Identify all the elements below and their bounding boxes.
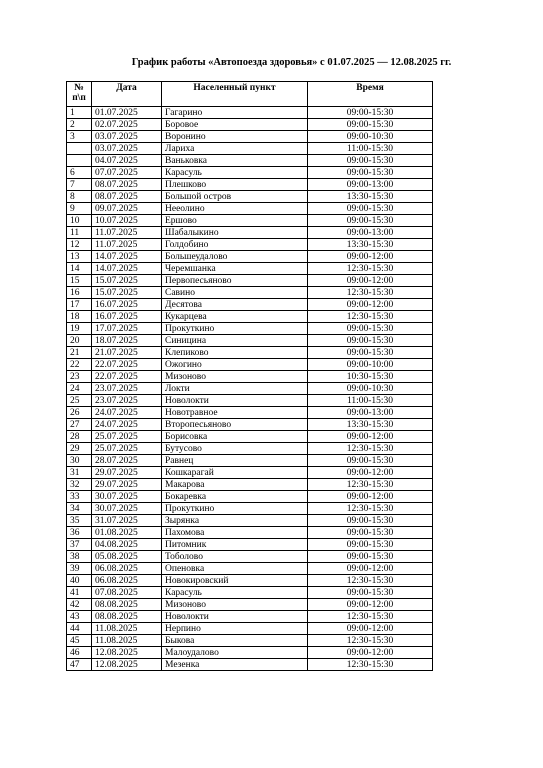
table-row (67, 143, 433, 155)
row-date-cell: 03.07.2025 (92, 143, 162, 155)
row-date-cell: 29.07.2025 (92, 479, 162, 491)
header-time: Время (308, 82, 433, 107)
row-number-cell: 29 (67, 443, 92, 455)
row-number-cell: 3 (67, 131, 92, 143)
table-row (67, 551, 433, 563)
table-row (67, 167, 433, 179)
row-place-cell: Черемшанка (162, 263, 308, 275)
row-date-cell: 07.07.2025 (92, 167, 162, 179)
table-row (67, 611, 433, 623)
row-number-cell: 17 (67, 299, 92, 311)
row-time-cell: 09:00-12:00 (308, 599, 433, 611)
row-place-cell: Новокировский (162, 575, 308, 587)
row-time-cell: 09:00-13:00 (308, 179, 433, 191)
row-place-cell: Прокуткино (162, 503, 308, 515)
table-row (67, 347, 433, 359)
table-row (67, 299, 433, 311)
row-place-cell: Клепиково (162, 347, 308, 359)
table-row (67, 203, 433, 215)
row-time-cell: 09:00-15:30 (308, 155, 433, 167)
row-place-cell: Второпесьяново (162, 419, 308, 431)
row-number-cell: 45 (67, 635, 92, 647)
row-place-cell: Большой остров (162, 191, 308, 203)
row-date-cell: 30.07.2025 (92, 491, 162, 503)
row-time-cell: 09:00-15:30 (308, 347, 433, 359)
row-date-cell: 07.08.2025 (92, 587, 162, 599)
row-place-cell: Малоудалово (162, 647, 308, 659)
row-number-cell: 46 (67, 647, 92, 659)
table-row (67, 479, 433, 491)
row-place-cell: Голдобино (162, 239, 308, 251)
row-date-cell: 16.07.2025 (92, 299, 162, 311)
table-row (67, 515, 433, 527)
row-place-cell: Зырянка (162, 515, 308, 527)
row-number-cell (67, 155, 92, 167)
row-time-cell: 12:30-15:30 (308, 575, 433, 587)
row-date-cell: 01.08.2025 (92, 527, 162, 539)
row-time-cell: 12:30-15:30 (308, 263, 433, 275)
row-date-cell: 22.07.2025 (92, 371, 162, 383)
row-time-cell: 09:00-15:30 (308, 215, 433, 227)
table-row (67, 371, 433, 383)
row-date-cell: 14.07.2025 (92, 251, 162, 263)
row-place-cell: Локти (162, 383, 308, 395)
row-time-cell: 12:30-15:30 (308, 479, 433, 491)
row-time-cell: 09:00-12:00 (308, 623, 433, 635)
row-place-cell: Синицина (162, 335, 308, 347)
row-place-cell: Карасуль (162, 167, 308, 179)
table-row (67, 119, 433, 131)
row-date-cell: 17.07.2025 (92, 323, 162, 335)
table-row (67, 443, 433, 455)
header-date: Дата (92, 82, 162, 107)
row-place-cell: Бутусово (162, 443, 308, 455)
row-time-cell: 09:00-15:30 (308, 107, 433, 119)
row-time-cell: 13:30-15:30 (308, 239, 433, 251)
table-row (67, 539, 433, 551)
row-number-cell: 39 (67, 563, 92, 575)
row-number-cell: 22 (67, 359, 92, 371)
header-number-line1: № (74, 83, 84, 93)
row-date-cell: 01.07.2025 (92, 107, 162, 119)
row-number-cell: 40 (67, 575, 92, 587)
row-place-cell: Макарова (162, 479, 308, 491)
row-place-cell: Ершово (162, 215, 308, 227)
row-date-cell: 16.07.2025 (92, 311, 162, 323)
table-row (67, 407, 433, 419)
table-row (67, 227, 433, 239)
row-date-cell: 06.08.2025 (92, 563, 162, 575)
table-row (67, 275, 433, 287)
row-number-cell: 41 (67, 587, 92, 599)
row-date-cell: 08.07.2025 (92, 179, 162, 191)
row-time-cell: 12:30-15:30 (308, 311, 433, 323)
header-row (67, 82, 433, 107)
row-number-cell: 32 (67, 479, 92, 491)
row-place-cell: Первопесьяново (162, 275, 308, 287)
row-time-cell: 09:00-10:00 (308, 359, 433, 371)
table-row (67, 503, 433, 515)
row-date-cell: 21.07.2025 (92, 347, 162, 359)
row-number-cell: 12 (67, 239, 92, 251)
row-date-cell: 02.07.2025 (92, 119, 162, 131)
row-time-cell: 12:30-15:30 (308, 659, 433, 671)
row-number-cell: 2 (67, 119, 92, 131)
table-row (67, 575, 433, 587)
row-date-cell: 10.07.2025 (92, 215, 162, 227)
schedule-table-header (67, 82, 433, 107)
row-place-cell: Питомник (162, 539, 308, 551)
schedule-table (66, 81, 433, 671)
row-time-cell: 12:30-15:30 (308, 611, 433, 623)
row-place-cell: Кошкарагай (162, 467, 308, 479)
row-place-cell: Плешково (162, 179, 308, 191)
row-place-cell: Бокаревка (162, 491, 308, 503)
row-date-cell: 14.07.2025 (92, 263, 162, 275)
row-place-cell: Ваньковка (162, 155, 308, 167)
row-date-cell: 15.07.2025 (92, 287, 162, 299)
table-row (67, 179, 433, 191)
row-date-cell: 25.07.2025 (92, 431, 162, 443)
table-row (67, 467, 433, 479)
header-number (67, 82, 92, 107)
row-place-cell: Опеновка (162, 563, 308, 575)
table-row (67, 419, 433, 431)
row-date-cell: 11.08.2025 (92, 635, 162, 647)
row-time-cell: 10:30-15:30 (308, 371, 433, 383)
row-number-cell: 31 (67, 467, 92, 479)
row-place-cell: Гагарино (162, 107, 308, 119)
row-date-cell: 11.08.2025 (92, 623, 162, 635)
row-date-cell: 31.07.2025 (92, 515, 162, 527)
document-title: График работы «Автопоезда здоровья» с 01.07.2025 — 12.08.2025 гг. (131, 57, 452, 68)
row-place-cell: Новотравное (162, 407, 308, 419)
table-row (67, 287, 433, 299)
row-number-cell: 7 (67, 179, 92, 191)
row-date-cell: 30.07.2025 (92, 503, 162, 515)
row-place-cell: Ожогино (162, 359, 308, 371)
table-row (67, 635, 433, 647)
row-number-cell: 25 (67, 395, 92, 407)
table-row (67, 599, 433, 611)
row-time-cell: 09:00-13:00 (308, 227, 433, 239)
row-date-cell: 22.07.2025 (92, 359, 162, 371)
row-time-cell: 09:00-12:00 (308, 647, 433, 659)
row-place-cell: Карасуль (162, 587, 308, 599)
row-date-cell: 23.07.2025 (92, 395, 162, 407)
row-number-cell: 44 (67, 623, 92, 635)
row-number-cell: 26 (67, 407, 92, 419)
row-number-cell: 21 (67, 347, 92, 359)
row-number-cell: 13 (67, 251, 92, 263)
row-time-cell: 12:30-15:30 (308, 503, 433, 515)
row-date-cell: 04.07.2025 (92, 155, 162, 167)
row-number-cell: 38 (67, 551, 92, 563)
row-place-cell: Савино (162, 287, 308, 299)
row-number-cell: 11 (67, 227, 92, 239)
row-number-cell: 23 (67, 371, 92, 383)
row-date-cell: 12.08.2025 (92, 659, 162, 671)
row-date-cell: 09.07.2025 (92, 203, 162, 215)
row-number-cell: 1 (67, 107, 92, 119)
row-time-cell: 09:00-15:30 (308, 539, 433, 551)
row-time-cell: 11:00-15:30 (308, 395, 433, 407)
table-row (67, 383, 433, 395)
row-date-cell: 24.07.2025 (92, 419, 162, 431)
row-date-cell: 12.08.2025 (92, 647, 162, 659)
row-number-cell: 27 (67, 419, 92, 431)
table-row (67, 527, 433, 539)
row-time-cell: 09:00-12:00 (308, 431, 433, 443)
row-place-cell: Воронино (162, 131, 308, 143)
table-row (67, 491, 433, 503)
row-number-cell: 34 (67, 503, 92, 515)
table-row (67, 587, 433, 599)
row-number-cell: 28 (67, 431, 92, 443)
row-date-cell: 08.08.2025 (92, 611, 162, 623)
row-time-cell: 09:00-15:30 (308, 167, 433, 179)
row-time-cell: 09:00-15:30 (308, 335, 433, 347)
row-date-cell: 15.07.2025 (92, 275, 162, 287)
row-number-cell: 19 (67, 323, 92, 335)
row-number-cell: 36 (67, 527, 92, 539)
row-date-cell: 11.07.2025 (92, 239, 162, 251)
row-time-cell: 09:00-12:00 (308, 251, 433, 263)
row-date-cell: 24.07.2025 (92, 407, 162, 419)
row-number-cell: 47 (67, 659, 92, 671)
header-number-line2: п\п (72, 93, 86, 103)
row-date-cell: 08.08.2025 (92, 599, 162, 611)
row-number-cell: 24 (67, 383, 92, 395)
row-place-cell: Новолокти (162, 395, 308, 407)
table-row (67, 563, 433, 575)
row-date-cell: 25.07.2025 (92, 443, 162, 455)
row-number-cell: 6 (67, 167, 92, 179)
table-row (67, 455, 433, 467)
header-place: Населенный пункт (162, 82, 308, 107)
row-number-cell: 8 (67, 191, 92, 203)
table-row (67, 359, 433, 371)
row-time-cell: 13:30-15:30 (308, 191, 433, 203)
row-time-cell: 09:00-15:30 (308, 203, 433, 215)
row-time-cell: 09:00-10:30 (308, 131, 433, 143)
table-row (67, 623, 433, 635)
row-date-cell: 11.07.2025 (92, 227, 162, 239)
row-number-cell: 16 (67, 287, 92, 299)
row-date-cell: 29.07.2025 (92, 467, 162, 479)
row-date-cell: 06.08.2025 (92, 575, 162, 587)
row-date-cell: 18.07.2025 (92, 335, 162, 347)
row-time-cell: 09:00-15:30 (308, 551, 433, 563)
row-place-cell: Равнец (162, 455, 308, 467)
row-date-cell: 28.07.2025 (92, 455, 162, 467)
row-place-cell: Кукарцева (162, 311, 308, 323)
table-row (67, 239, 433, 251)
row-place-cell: Шабалыкино (162, 227, 308, 239)
table-row (67, 311, 433, 323)
row-time-cell: 09:00-15:30 (308, 119, 433, 131)
row-number-cell: 9 (67, 203, 92, 215)
row-time-cell: 09:00-12:00 (308, 563, 433, 575)
table-row (67, 263, 433, 275)
row-time-cell: 09:00-12:00 (308, 299, 433, 311)
row-place-cell: Мизоново (162, 371, 308, 383)
row-number-cell: 15 (67, 275, 92, 287)
row-number-cell: 33 (67, 491, 92, 503)
table-row (67, 395, 433, 407)
row-time-cell: 09:00-15:30 (308, 587, 433, 599)
row-time-cell: 12:30-15:30 (308, 443, 433, 455)
row-place-cell: Лариха (162, 143, 308, 155)
table-row (67, 215, 433, 227)
row-time-cell: 09:00-13:00 (308, 407, 433, 419)
row-date-cell: 03.07.2025 (92, 131, 162, 143)
row-number-cell: 10 (67, 215, 92, 227)
row-date-cell: 08.07.2025 (92, 191, 162, 203)
row-time-cell: 11:00-15:30 (308, 143, 433, 155)
table-row (67, 431, 433, 443)
row-number-cell: 43 (67, 611, 92, 623)
row-place-cell: Быкова (162, 635, 308, 647)
row-date-cell: 23.07.2025 (92, 383, 162, 395)
row-number-cell: 37 (67, 539, 92, 551)
row-place-cell: Большеудалово (162, 251, 308, 263)
row-number-cell (67, 143, 92, 155)
row-place-cell: Нерпино (162, 623, 308, 635)
row-place-cell: Борисовка (162, 431, 308, 443)
row-number-cell: 18 (67, 311, 92, 323)
row-time-cell: 13:30-15:30 (308, 419, 433, 431)
row-place-cell: Боровое (162, 119, 308, 131)
row-place-cell: Нееолино (162, 203, 308, 215)
schedule-table-body (67, 107, 433, 671)
table-row (67, 155, 433, 167)
table-row (67, 659, 433, 671)
row-time-cell: 12:30-15:30 (308, 287, 433, 299)
row-place-cell: Тоболово (162, 551, 308, 563)
row-number-cell: 20 (67, 335, 92, 347)
row-place-cell: Мизоново (162, 599, 308, 611)
row-number-cell: 35 (67, 515, 92, 527)
table-row (67, 335, 433, 347)
row-time-cell: 09:00-10:30 (308, 383, 433, 395)
table-row (67, 251, 433, 263)
table-row (67, 323, 433, 335)
row-date-cell: 05.08.2025 (92, 551, 162, 563)
row-number-cell: 14 (67, 263, 92, 275)
table-row (67, 191, 433, 203)
row-place-cell: Прокуткино (162, 323, 308, 335)
row-number-cell: 42 (67, 599, 92, 611)
row-time-cell: 09:00-15:30 (308, 515, 433, 527)
table-row (67, 107, 433, 119)
row-date-cell: 04.08.2025 (92, 539, 162, 551)
row-time-cell: 09:00-12:00 (308, 491, 433, 503)
row-time-cell: 09:00-15:30 (308, 527, 433, 539)
row-place-cell: Пахомова (162, 527, 308, 539)
row-place-cell: Мезенка (162, 659, 308, 671)
row-number-cell: 30 (67, 455, 92, 467)
table-row (67, 131, 433, 143)
row-time-cell: 09:00-15:30 (308, 323, 433, 335)
row-place-cell: Десятова (162, 299, 308, 311)
row-time-cell: 09:00-15:30 (308, 455, 433, 467)
row-place-cell: Новолокти (162, 611, 308, 623)
row-time-cell: 12:30-15:30 (308, 635, 433, 647)
table-row (67, 647, 433, 659)
row-time-cell: 09:00-12:00 (308, 467, 433, 479)
row-time-cell: 09:00-12:00 (308, 275, 433, 287)
